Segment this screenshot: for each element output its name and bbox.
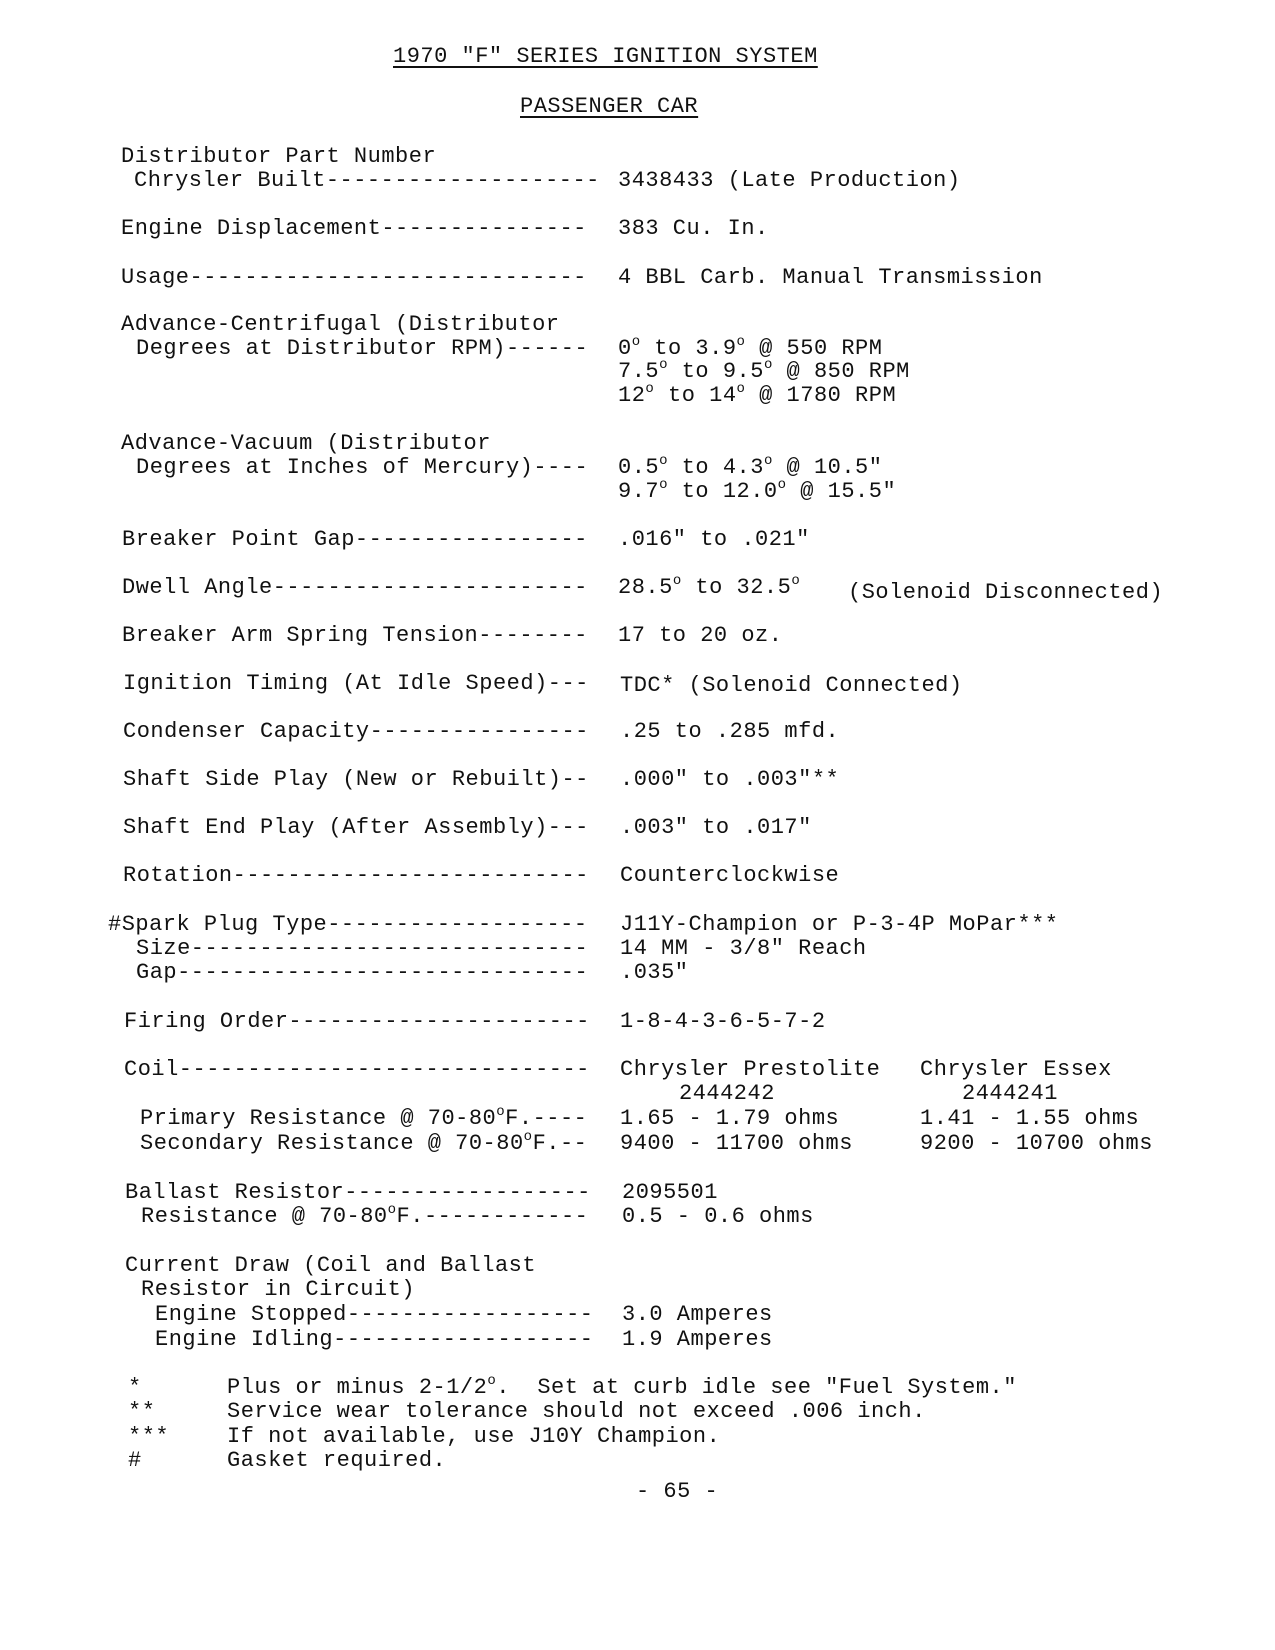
spring-tension-label: Breaker Arm Spring Tension-------- bbox=[122, 623, 588, 648]
coil-col2-number: 2444241 bbox=[962, 1081, 1058, 1106]
dwell-label: Dwell Angle----------------------- bbox=[122, 575, 588, 600]
firing-order-value: 1-8-4-3-6-5-7-2 bbox=[620, 1009, 826, 1034]
coil-label: Coil------------------------------ bbox=[124, 1057, 590, 1082]
coil-col1-name: Chrysler Prestolite bbox=[620, 1057, 881, 1082]
displacement-label: Engine Displacement--------------- bbox=[121, 216, 587, 241]
ballast-resistance-label: Resistance @ 70-80$^o$F.------------ bbox=[141, 1202, 589, 1229]
vacuum-row-2: 9.7$^o$ to 12.0$^o$ @ 15.5" bbox=[618, 477, 897, 504]
spark-plug-gap-label: Gap------------------------------ bbox=[136, 960, 589, 985]
ballast-label: Ballast Resistor------------------ bbox=[125, 1180, 591, 1205]
dwell-note: (Solenoid Disconnected) bbox=[848, 580, 1164, 605]
firing-order-label: Firing Order---------------------- bbox=[124, 1009, 590, 1034]
timing-label: Ignition Timing (At Idle Speed)--- bbox=[123, 671, 589, 696]
centrifugal-row-3: 12$^o$ to 14$^o$ @ 1780 RPM bbox=[618, 381, 897, 408]
footnote-mark-4: # bbox=[128, 1448, 142, 1473]
secondary-resistance-value-2: 9200 - 10700 ohms bbox=[920, 1131, 1153, 1156]
rotation-value: Counterclockwise bbox=[620, 863, 840, 888]
engine-stopped-label: Engine Stopped------------------ bbox=[155, 1302, 594, 1327]
footnote-mark-2: ** bbox=[128, 1399, 156, 1424]
end-play-label: Shaft End Play (After Assembly)--- bbox=[123, 815, 589, 840]
primary-resistance-value-1: 1.65 - 1.79 ohms bbox=[620, 1106, 840, 1131]
usage-value: 4 BBL Carb. Manual Transmission bbox=[618, 265, 1043, 290]
side-play-label: Shaft Side Play (New or Rebuilt)-- bbox=[123, 767, 589, 792]
spark-plug-size-label: Size----------------------------- bbox=[136, 936, 589, 961]
engine-stopped-value: 3.0 Amperes bbox=[622, 1302, 773, 1327]
page-title: 1970 "F" SERIES IGNITION SYSTEM bbox=[393, 44, 818, 69]
distributor-value: 3438433 (Late Production) bbox=[618, 168, 961, 193]
condenser-label: Condenser Capacity---------------- bbox=[123, 719, 589, 744]
footnote-mark-3: *** bbox=[128, 1424, 170, 1449]
footnote-text-2: Service wear tolerance should not exceed .006 inch. bbox=[227, 1399, 926, 1424]
centrifugal-row-2: 7.5$^o$ to 9.5$^o$ @ 850 RPM bbox=[618, 357, 910, 384]
secondary-resistance-label: Secondary Resistance @ 70-80$^o$F.-- bbox=[140, 1129, 588, 1156]
vacuum-row-1: 0.5$^o$ to 4.3$^o$ @ 10.5" bbox=[618, 453, 883, 480]
vacuum-label: Advance-Vacuum (Distributor bbox=[121, 431, 491, 456]
point-gap-label: Breaker Point Gap----------------- bbox=[122, 527, 588, 552]
primary-resistance-label: Primary Resistance @ 70-80$^o$F.---- bbox=[140, 1104, 588, 1131]
page-subtitle: PASSENGER CAR bbox=[520, 94, 699, 119]
ballast-value: 2095501 bbox=[622, 1180, 718, 1205]
engine-idling-value: 1.9 Amperes bbox=[622, 1327, 773, 1352]
usage-label: Usage----------------------------- bbox=[121, 265, 587, 290]
page-number: - 65 - bbox=[636, 1479, 719, 1504]
vacuum-sublabel: Degrees at Inches of Mercury)---- bbox=[136, 455, 589, 480]
displacement-value: 383 Cu. In. bbox=[618, 216, 769, 241]
footnote-text-4: Gasket required. bbox=[227, 1448, 447, 1473]
centrifugal-sublabel: Degrees at Distributor RPM)------ bbox=[136, 336, 589, 361]
ballast-resistance-value: 0.5 - 0.6 ohms bbox=[622, 1204, 814, 1229]
point-gap-value: .016" to .021" bbox=[618, 527, 810, 552]
coil-col1-number: 2444242 bbox=[679, 1081, 775, 1106]
spring-tension-value: 17 to 20 oz. bbox=[618, 623, 783, 648]
current-draw-sublabel: Resistor in Circuit) bbox=[141, 1277, 416, 1302]
side-play-value: .000" to .003"** bbox=[620, 767, 840, 792]
centrifugal-row-1: 0$^o$ to 3.9$^o$ @ 550 RPM bbox=[618, 334, 883, 361]
condenser-value: .25 to .285 mfd. bbox=[620, 719, 840, 744]
footnote-text-1: Plus or minus 2-1/2$^o$. Set at curb idle see "Fuel System." bbox=[227, 1373, 1017, 1400]
timing-value: TDC* (Solenoid Connected) bbox=[620, 673, 963, 698]
current-draw-label: Current Draw (Coil and Ballast bbox=[125, 1253, 537, 1278]
engine-idling-label: Engine Idling------------------- bbox=[155, 1327, 594, 1352]
coil-col2-name: Chrysler Essex bbox=[920, 1057, 1112, 1082]
dwell-value: 28.5$^o$ to 32.5$^o$ bbox=[618, 573, 801, 600]
spark-plug-size-value: 14 MM - 3/8" Reach bbox=[620, 936, 867, 961]
footnote-mark-1: * bbox=[128, 1375, 142, 1400]
spark-plug-type-label: #Spark Plug Type------------------- bbox=[108, 912, 588, 937]
rotation-label: Rotation-------------------------- bbox=[123, 863, 589, 888]
distributor-sublabel: Chrysler Built-------------------- bbox=[134, 168, 600, 193]
footnote-text-3: If not available, use J10Y Champion. bbox=[227, 1424, 721, 1449]
spark-plug-gap-value: .035" bbox=[620, 960, 689, 985]
distributor-label: Distributor Part Number bbox=[121, 144, 437, 169]
secondary-resistance-value-1: 9400 - 11700 ohms bbox=[620, 1131, 853, 1156]
primary-resistance-value-2: 1.41 - 1.55 ohms bbox=[920, 1106, 1140, 1131]
spark-plug-type-value: J11Y-Champion or P-3-4P MoPar*** bbox=[620, 912, 1059, 937]
centrifugal-label: Advance-Centrifugal (Distributor bbox=[121, 312, 560, 337]
end-play-value: .003" to .017" bbox=[620, 815, 812, 840]
